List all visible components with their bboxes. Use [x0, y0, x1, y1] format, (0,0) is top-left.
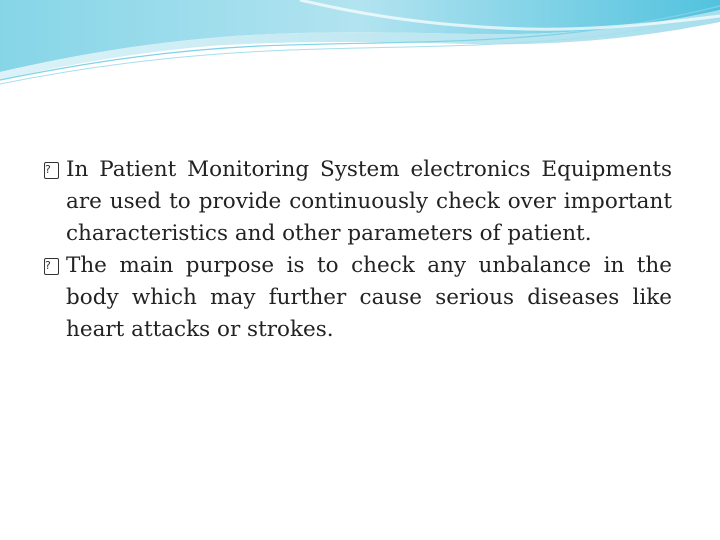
bullet-marker-icon: ? [44, 162, 59, 179]
bullet-marker-icon: ? [44, 258, 59, 275]
paragraph-text: The main purpose is to check any unbalance in the body which may further cause serious diseases like heart attacks or strokes. [66, 253, 672, 342]
header-wave-decoration [0, 0, 720, 90]
slide-body [44, 154, 672, 346]
paragraph-text: In Patient Monitoring System electronics Equipments are used to provide continuously check over important characteristics and other parameters of patient. [66, 157, 672, 246]
bullet-paragraph-2 [44, 250, 672, 346]
bullet-paragraph-1 [44, 154, 672, 250]
